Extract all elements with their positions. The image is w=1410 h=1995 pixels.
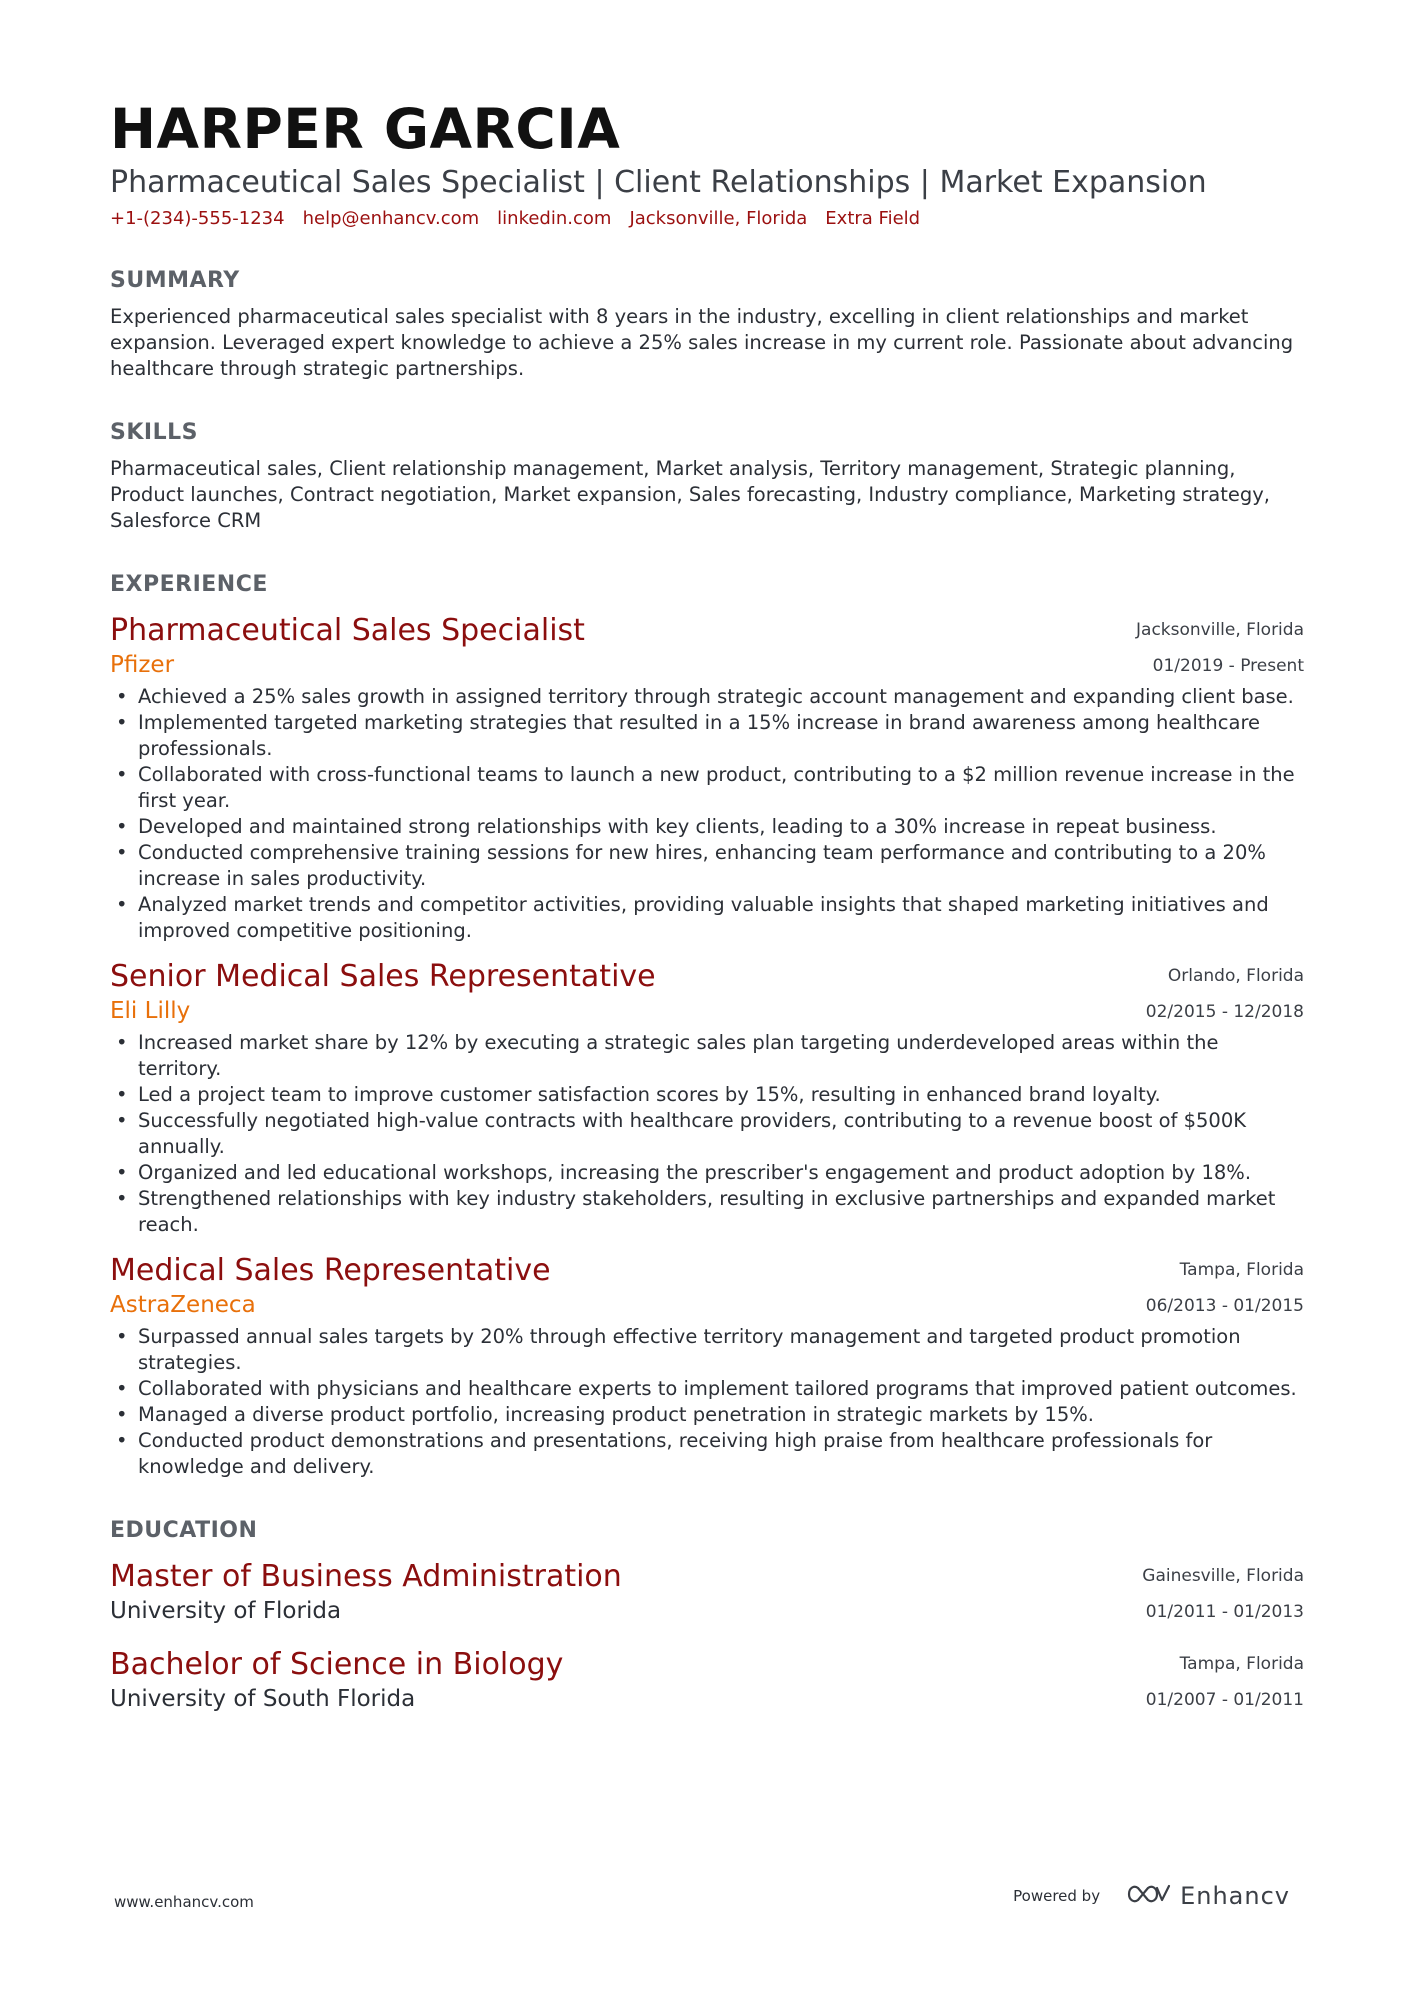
candidate-name: HARPER GARCIA (110, 97, 621, 161)
education-dates: 01/2007 - 01/2011 (1145, 1690, 1304, 1710)
education-meta (1142, 1558, 1304, 1630)
resume-content (110, 96, 1304, 1714)
education-title: EDUCATION (110, 1518, 258, 1543)
job-bullet: • Successfully negotiated high-value contracts with healthcare providers, contributing to a revenue boost of $500K annually. (110, 1108, 1304, 1160)
job-bullets (110, 1030, 1304, 1238)
job-bullet: • Organized and led educational workshops, increasing the prescriber's engagement and product adoption by 18%. (110, 1160, 1304, 1186)
job-meta (1136, 612, 1304, 684)
skills-title: SKILLS (110, 420, 198, 445)
job-location: Tampa, Florida (1179, 1260, 1304, 1280)
summary-section (110, 266, 1304, 382)
contact-location: Jacksonville, Florida (629, 208, 808, 229)
job-company: Eli Lilly (110, 998, 191, 1024)
job-bullet: • Led a project team to improve customer satisfaction scores by 15%, resulting in enhanced brand loyalty. (110, 1082, 1304, 1108)
job-bullet: • Strengthened relationships with key industry stakeholders, resulting in exclusive partnerships and expanded market reach. (110, 1186, 1304, 1238)
school-name: University of South Florida (110, 1686, 416, 1712)
degree-title: Master of Business Administration (110, 1559, 622, 1594)
job-bullet: • Increased market share by 12% by executing a strategic sales plan targeting underdeveloped areas within the territory. (110, 1030, 1304, 1082)
education-meta (1146, 1646, 1304, 1718)
skills-section (110, 418, 1304, 534)
job-entry (110, 1252, 1304, 1480)
resume-header (110, 96, 1304, 232)
contact-bar (110, 206, 1304, 232)
summary-text: Experienced pharmaceutical sales specialist with 8 years in the industry, excelling in client relationships and market expansion. Leveraged expert knowledge to achieve a 25% sales increase in my current role. Passionate about advancing healthcare through strategic partnerships. (110, 305, 1294, 380)
job-bullet: • Collaborated with cross-functional teams to launch a new product, contributing to a $2 million revenue increase in the first year. (110, 762, 1304, 814)
enhancv-logo-icon (1126, 1882, 1172, 1910)
candidate-headline: Pharmaceutical Sales Specialist | Client Relationships | Market Expansion (110, 165, 1207, 200)
education-location: Gainesville, Florida (1142, 1566, 1304, 1586)
job-bullet: • Achieved a 25% sales growth in assigned territory through strategic account management and expanding client base. (110, 684, 1304, 710)
footer-website[interactable]: www.enhancv.com (114, 1893, 254, 1911)
experience-section (110, 570, 1304, 1480)
job-title: Pharmaceutical Sales Specialist (110, 613, 585, 648)
skills-text: Pharmaceutical sales, Client relationship management, Market analysis, Territory management, Strategic planning, Product launches, Contract negotiation, Market expansion, Sales forecasting, Industry compliance, Marketing strategy, Salesforce CRM (110, 457, 1270, 532)
school-name: University of Florida (110, 1598, 342, 1624)
enhancv-logo[interactable] (1126, 1882, 1290, 1910)
job-bullet: • Collaborated with physicians and healthcare experts to implement tailored programs that improved patient outcomes. (110, 1376, 1304, 1402)
contact-email[interactable]: help@enhancv.com (302, 208, 480, 229)
education-location: Tampa, Florida (1179, 1654, 1304, 1674)
job-title: Medical Sales Representative (110, 1253, 551, 1288)
education-entry (110, 1558, 1304, 1626)
job-bullet: • Conducted product demonstrations and presentations, receiving high praise from healthcare professionals for knowledge and delivery. (110, 1428, 1304, 1480)
job-dates: 06/2013 - 01/2015 (1145, 1296, 1304, 1316)
job-bullets (110, 684, 1304, 944)
powered-by-label: Powered by (1013, 1887, 1101, 1905)
degree-title: Bachelor of Science in Biology (110, 1647, 564, 1682)
enhancv-logo-text: Enhancv (1180, 1882, 1290, 1910)
job-title: Senior Medical Sales Representative (110, 959, 656, 994)
job-meta (1146, 958, 1304, 1030)
education-entry (110, 1646, 1304, 1714)
job-bullet: • Analyzed market trends and competitor activities, providing valuable insights that shaped marketing initiatives and improved competitive positioning. (110, 892, 1304, 944)
job-dates: 01/2019 - Present (1152, 656, 1304, 676)
job-bullet: • Surpassed annual sales targets by 20% through effective territory management and targeted product promotion strategies. (110, 1324, 1304, 1376)
experience-title: EXPERIENCE (110, 572, 268, 597)
job-bullet: • Conducted comprehensive training sessions for new hires, enhancing team performance and contributing to a 20% increase in sales productivity. (110, 840, 1304, 892)
job-bullet: • Managed a diverse product portfolio, increasing product penetration in strategic markets by 15%. (110, 1402, 1304, 1428)
education-dates: 01/2011 - 01/2013 (1145, 1602, 1304, 1622)
job-meta (1146, 1252, 1304, 1324)
contact-phone[interactable]: +1-(234)-555-1234 (110, 208, 285, 229)
job-bullets (110, 1324, 1304, 1480)
contact-extra-field: Extra Field (825, 208, 921, 229)
summary-title: SUMMARY (110, 268, 240, 293)
contact-linkedin[interactable]: linkedin.com (497, 208, 612, 229)
job-entry (110, 958, 1304, 1238)
footer-branding (1013, 1882, 1290, 1910)
job-location: Orlando, Florida (1167, 966, 1304, 986)
job-dates: 02/2015 - 12/2018 (1145, 1002, 1304, 1022)
job-company: Pfizer (110, 652, 175, 678)
job-bullet: • Developed and maintained strong relationships with key clients, leading to a 30% increase in repeat business. (110, 814, 1304, 840)
job-company: AstraZeneca (110, 1292, 256, 1318)
job-location: Jacksonville, Florida (1136, 620, 1304, 640)
job-entry (110, 612, 1304, 944)
job-bullet: • Implemented targeted marketing strategies that resulted in a 15% increase in brand awareness among healthcare professionals. (110, 710, 1304, 762)
education-section (110, 1516, 1304, 1714)
